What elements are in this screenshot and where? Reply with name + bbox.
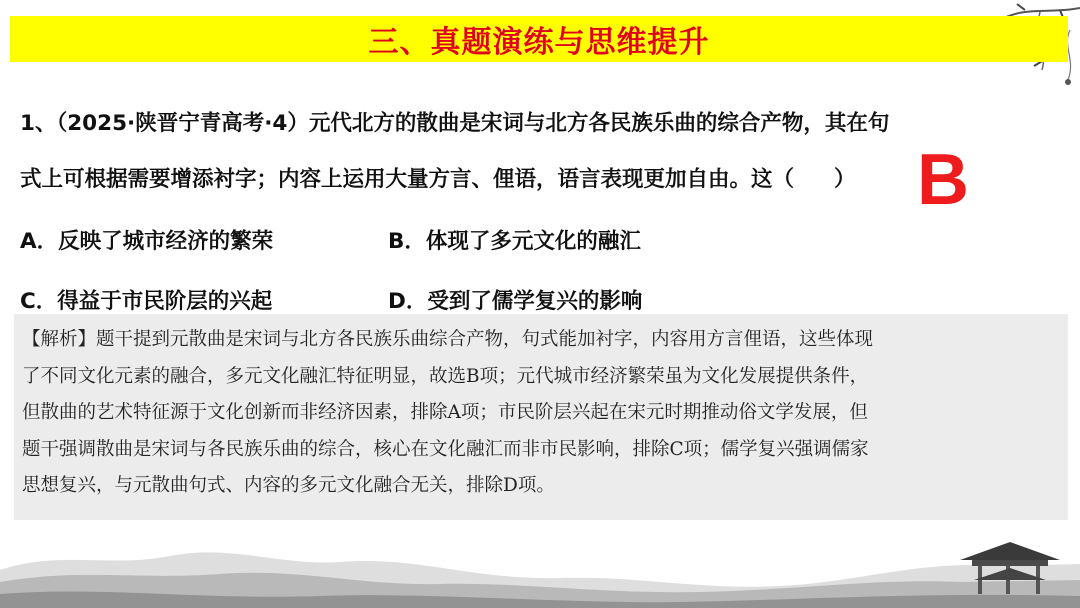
- ink-mountain-decoration: [0, 520, 1080, 608]
- analysis-line: 思想复兴，与元散曲句式、内容的多元文化融合无关，排除D项。: [22, 475, 555, 496]
- analysis-line: 了不同文化元素的融合，多元文化融汇特征明显，故选B项；元代城市经济繁荣虽为文化发展提供条件，: [22, 365, 869, 387]
- analysis-line: 题干强调散曲是宋词与各民族乐曲的综合，核心在文化融汇而非市民影响，排除C项；儒学复兴强调儒家: [22, 438, 869, 460]
- analysis-text: [22, 322, 1062, 505]
- option-c[interactable]: C．得益于市民阶层的兴起: [20, 289, 273, 314]
- option-b[interactable]: B．体现了多元文化的融汇: [388, 229, 641, 254]
- page-title: 三、真题演练与思维提升: [368, 25, 710, 60]
- question-line-2-text: 式上可根据需要增添衬字；内容上运用大量方言、俚语，语言表现更加自由。这: [20, 167, 773, 192]
- analysis-line: 但散曲的艺术特征源于文化创新而非经济因素，排除A项；市民阶层兴起在宋元时期推动俗文学发展，但: [22, 402, 868, 423]
- question-line-1: 1、（2025·陕晋宁青高考·4）元代北方的散曲是宋词与北方各民族乐曲的综合产物，其在句: [20, 111, 890, 136]
- answer-paren-open: （: [772, 167, 795, 192]
- answer-paren-close: ）: [834, 167, 856, 192]
- title-banner: [10, 16, 1068, 62]
- option-a[interactable]: A．反映了城市经济的繁荣: [20, 229, 274, 254]
- option-d[interactable]: D．受到了儒学复兴的影响: [388, 289, 643, 314]
- analysis-line: 【解析】题干提到元散曲是宋词与北方各民族乐曲综合产物，句式能加衬字，内容用方言俚语，这些体现: [22, 329, 874, 350]
- answer-mark: B: [917, 140, 969, 220]
